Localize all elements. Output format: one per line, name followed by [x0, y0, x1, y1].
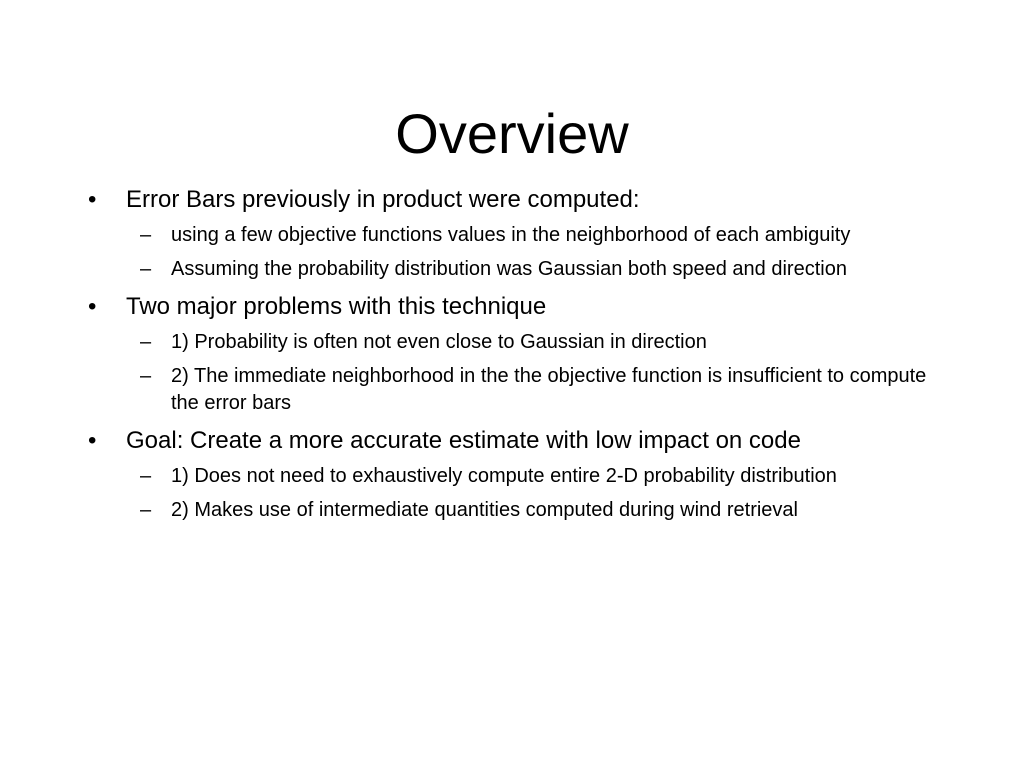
sub-list-3 — [88, 463, 948, 524]
sub-item — [88, 363, 948, 417]
dash-marker: – — [140, 365, 152, 387]
sub-item-text: 2) The immediate neighborhood in the the objective function is insufficient to compute the error bars — [171, 365, 927, 414]
sub-list-1 — [88, 222, 948, 283]
sub-item-text: 1) Probability is often not even close to Gaussian in direction — [171, 331, 707, 353]
bullet-text: Two major problems with this technique — [126, 293, 547, 320]
dash-marker: – — [140, 331, 152, 353]
sub-item-text: 1) Does not need to exhaustively compute entire 2-D probability distribution — [171, 465, 837, 487]
dash-marker: – — [140, 499, 152, 521]
sub-item — [88, 256, 948, 283]
bullet-text: Error Bars previously in product were computed: — [126, 186, 640, 213]
dash-marker: – — [140, 224, 152, 246]
bullet-text: Goal: Create a more accurate estimate with low impact on code — [126, 427, 801, 454]
sub-item — [88, 497, 948, 524]
bullet-marker: • — [88, 293, 97, 320]
bullet-item-2 — [88, 290, 948, 324]
sub-list-2 — [88, 329, 948, 417]
sub-item-text: Assuming the probability distribution was Gaussian both speed and direction — [171, 258, 847, 280]
slide-title: Overview — [395, 102, 629, 165]
sub-item-text: 2) Makes use of intermediate quantities computed during wind retrieval — [171, 499, 798, 521]
bullet-item-1 — [88, 183, 948, 217]
bullet-item-3 — [88, 424, 948, 458]
sub-item-text: using a few objective functions values in the neighborhood of each ambiguity — [171, 224, 851, 246]
sub-item — [88, 463, 948, 490]
bullet-marker: • — [88, 427, 97, 454]
bullet-marker: • — [88, 186, 97, 213]
slide-content — [88, 183, 948, 531]
dash-marker: – — [140, 258, 152, 280]
sub-item — [88, 329, 948, 356]
sub-item — [88, 222, 948, 249]
dash-marker: – — [140, 465, 152, 487]
